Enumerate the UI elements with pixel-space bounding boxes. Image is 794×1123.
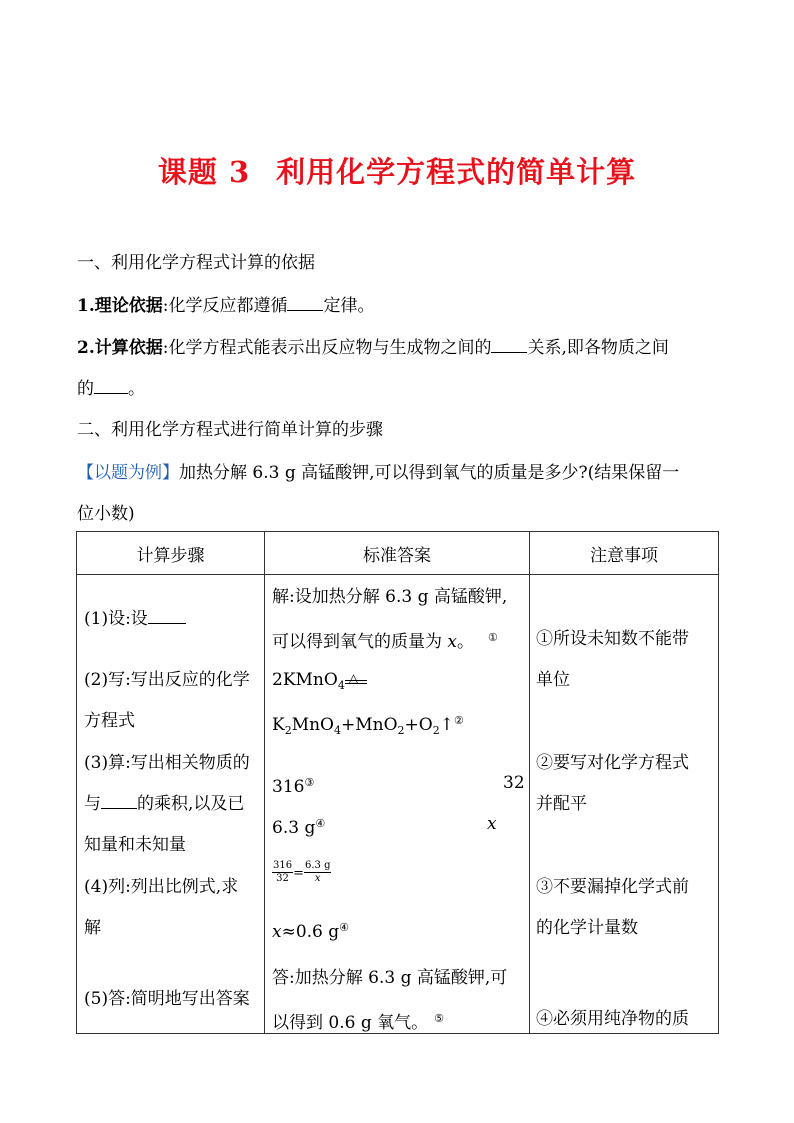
header-answer: 标准答案 — [265, 532, 530, 575]
table-header-row — [77, 532, 719, 575]
header-notes: 注意事项 — [530, 532, 719, 575]
step-3: (3)算:写出相关物质的 — [84, 753, 250, 773]
step-3-cont: 与 的乘积,以及已 — [84, 794, 245, 814]
step-3-blank — [101, 792, 137, 809]
step-3-cont2: 知量和未知量 — [84, 835, 186, 855]
result-line: x≈0.6 g④ — [272, 921, 350, 942]
steps-cell — [77, 575, 265, 1034]
note-3-cont: 的化学计量数 — [536, 918, 638, 938]
title-text: 利用化学方程式的简单计算 — [276, 155, 637, 189]
example-line2: 位小数) — [77, 504, 135, 524]
theory-basis: 1.理论依据:化学反应都遵循 定律。 — [77, 296, 375, 316]
unknown-mass: x — [487, 814, 497, 834]
step-4: (4)列:列出比例式,求 — [84, 877, 239, 897]
answer-conclusion-2: 以得到 0.6 g 氧气。 ⑤ — [272, 1012, 445, 1033]
known-mass: 6.3 g④ — [272, 817, 326, 838]
table-row — [77, 575, 719, 1034]
step-4-cont: 解 — [84, 918, 101, 938]
proportion: $\frac{316}{32}$ = $\frac{6.3 g}{x}$ — [273, 860, 331, 884]
answer-line-2: 可以得到氧气的质量为 x。 ① — [272, 631, 498, 652]
note-2-cont: 并配平 — [536, 794, 587, 814]
blank-2 — [491, 336, 527, 353]
reaction-condition — [345, 669, 367, 689]
note-4: ④必须用纯净物的质 — [536, 1009, 689, 1029]
answer-conclusion-1: 答:加热分解 6.3 g 高锰酸钾,可 — [272, 968, 508, 988]
step-1-blank — [148, 607, 186, 624]
note-3: ③不要漏掉化学式前 — [536, 877, 689, 897]
section1-heading: 一、利用化学方程式计算的依据 — [77, 253, 315, 273]
step-2: (2)写:写出反应的化学 — [84, 670, 250, 690]
calc-basis: 2.计算依据:化学方程式能表示出反应物与生成物之间的 关系,即各物质之间 — [77, 338, 669, 358]
calc-basis-label: 2.计算依据 — [77, 338, 163, 358]
equation-line-2: $K_2MnO_4+MnO_2+O_2↑^②$ — [272, 714, 464, 737]
step-5: (5)答:简明地写出答案 — [84, 989, 250, 1009]
heat-triangle-icon: △ — [348, 671, 359, 685]
gas-arrow-icon: ↑ — [439, 715, 454, 735]
note-1-cont: 单位 — [536, 670, 570, 690]
example-tag: 【以题为例】 — [77, 463, 179, 483]
steps-table — [76, 531, 719, 1034]
equation-line-1: 2KMnO$_4$ △ — [272, 668, 367, 698]
blank-1 — [287, 294, 323, 311]
notes-cell — [530, 575, 719, 1034]
header-steps: 计算步骤 — [77, 532, 265, 575]
answer-cell — [265, 575, 530, 1034]
answer-line-1: 解:设加热分解 6.3 g 高锰酸钾, — [272, 587, 508, 607]
note-2: ②要写对化学方程式 — [536, 753, 689, 773]
molar-mass-o2: 32 — [503, 773, 525, 793]
blank-3 — [94, 377, 128, 394]
molar-mass-kmno4: 316③ — [272, 776, 315, 797]
calc-basis-line2: 的 。 — [77, 379, 145, 399]
step-2-cont: 方程式 — [84, 711, 135, 731]
section2-heading: 二、利用化学方程式进行简单计算的步骤 — [77, 420, 383, 440]
page-title — [0, 150, 794, 191]
note-1: ①所设未知数不能带 — [536, 629, 689, 649]
theory-basis-label: 1.理论依据 — [77, 296, 163, 316]
step-1: (1)设:设 — [84, 607, 186, 631]
title-number: 课题 3 — [157, 155, 251, 189]
example-line: 【以题为例】加热分解 6.3 g 高锰酸钾,可以得到氧气的质量是多少?(结果保留一 — [77, 463, 680, 483]
